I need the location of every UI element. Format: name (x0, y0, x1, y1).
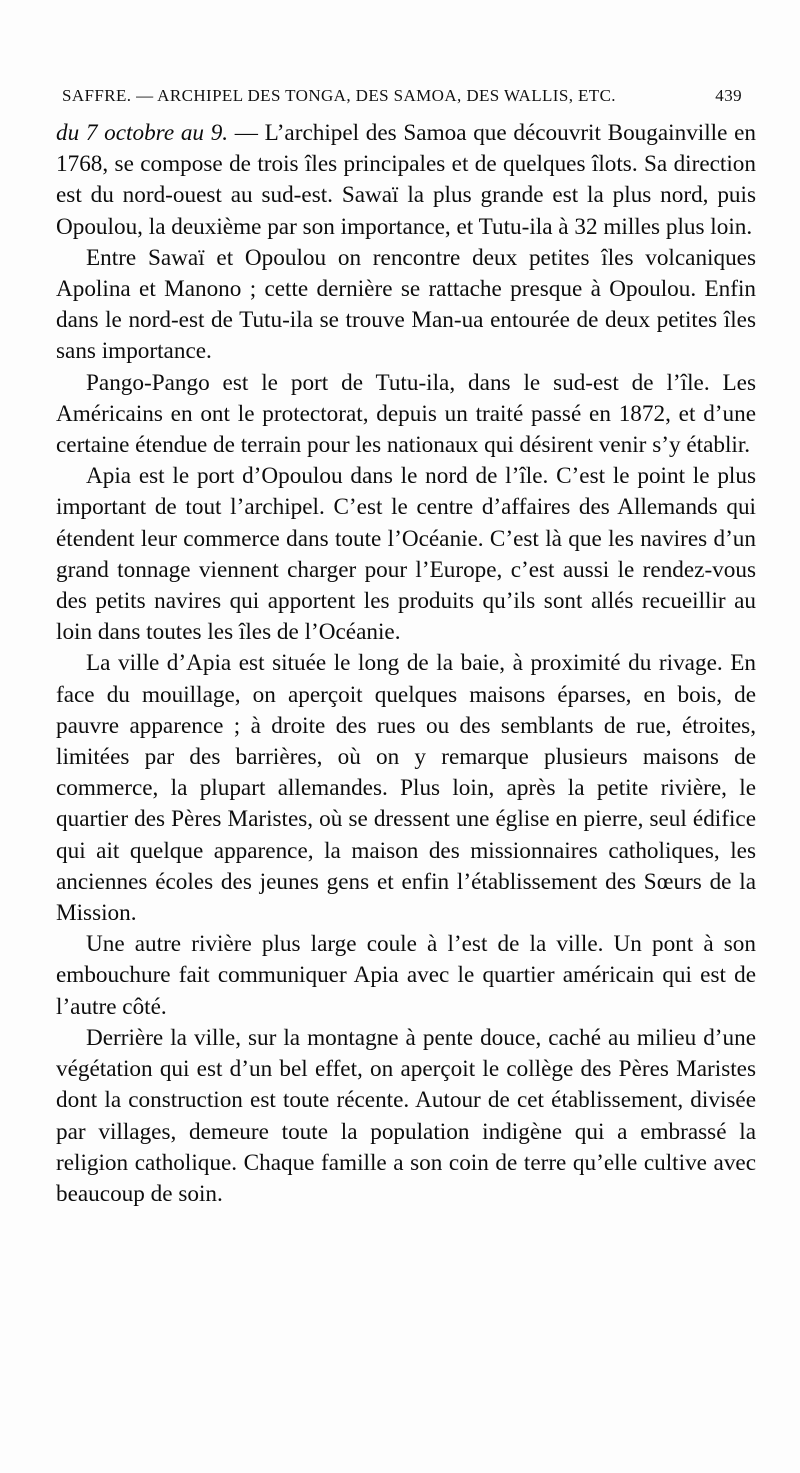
paragraph-1 (56, 118, 756, 243)
body-text (56, 118, 756, 1210)
running-title: SAFFRE. — ARCHIPEL DES TONGA, DES SAMOA, DES WALLIS, ETC. (62, 86, 616, 105)
running-header (62, 86, 742, 106)
page-number: 439 (715, 86, 742, 105)
date-range-italic: du 7 octobre au 9. (56, 120, 229, 146)
paragraph-1-text: — L’archipel des Samoa que découvrit Bougainville en 1768, se compose de trois îles principales et de quelques îlots. Sa direction est du nord-ouest au sud-est. Sawaï la plus grande est la plus nord, puis Opoulou, la deuxième par son importance, et Tutu-ila à 32 milles plus loin. (56, 120, 756, 240)
paragraph-7: Derrière la ville, sur la montagne à pente douce, caché au milieu d’une végétation qui est d’un bel effet, on aperçoit le collège des Pères Maristes dont la construction est toute récente. Autour de cet établissement, divisée par villages, demeure toute la population indigène qui a embrassé la religion catholique. Chaque famille a son coin de terre qu’elle cultive avec beaucoup de soin. (56, 1024, 756, 1207)
paragraph-4: Apia est le port d’Opoulou dans le nord de l’île. C’est le point le plus important de tout l’archipel. C’est le centre d’affaires des Allemands qui étendent leur commerce dans toute l’Océanie. C’est là que les navires d’un grand tonnage viennent charger pour l’Europe, c’est aussi le rendez-vous des petits navires qui apportent les produits qu’ils sont allés recueillir au loin dans toutes les îles de l’Océanie. (56, 463, 756, 646)
paragraph-6: Une autre rivière plus large coule à l’est de la ville. Un pont à son embouchure fait communiquer Apia avec le quartier américain qui est de l’autre côté. (56, 931, 756, 1020)
paragraph-5: La ville d’Apia est située le long de la baie, à proximité du rivage. En face du mouillage, on aperçoit quelques maisons éparses, en bois, de pauvre apparence ; à droite des rues ou des semblants de rue, étroites, limitées par des barrières, où on y remarque plusieurs maisons de commerce, la plupart allemandes. Plus loin, après la petite rivière, le quartier des Pères Maristes, où se dressent une église en pierre, seul édifice qui ait quelque apparence, la maison des missionnaires catholiques, les anciennes écoles des jeunes gens et enfin l’établissement des Sœurs de la Mission. (56, 650, 756, 927)
paragraph-2: Entre Sawaï et Opoulou on rencontre deux petites îles volcaniques Apolina et Manono ; cette dernière se rattache presque à Opoulou. Enfin dans le nord-est de Tutu-ila se trouve Man-ua entourée de deux petites îles sans importance. (56, 244, 756, 365)
paragraph-3: Pango-Pango est le port de Tutu-ila, dans le sud-est de l’île. Les Américains en ont le protectorat, depuis un traité passé en 1872, et d’une certaine étendue de terrain pour les nationaux qui désirent venir s’y établir. (56, 369, 756, 459)
